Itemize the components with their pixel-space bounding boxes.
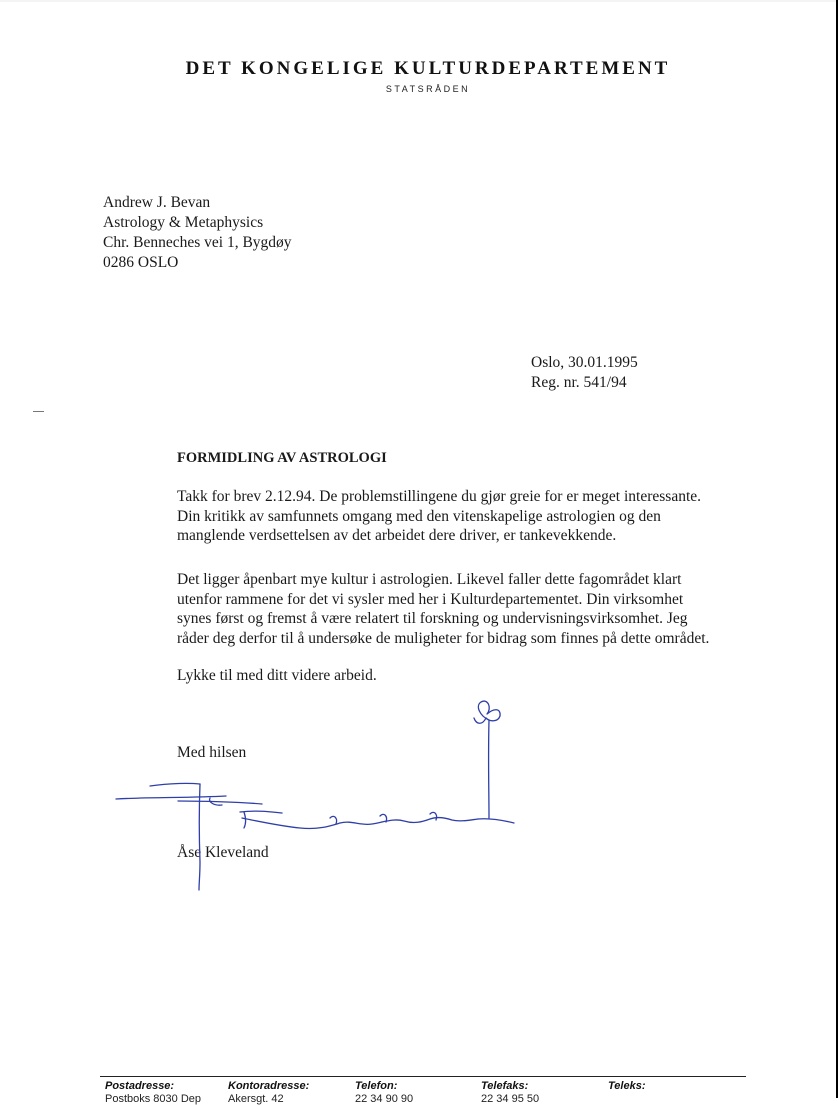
recipient-organization: Astrology & Metaphysics [103,214,264,231]
letterhead-subtitle: STATSRÅDEN [385,84,471,94]
place-date: Oslo, 30.01.1995 [531,354,638,371]
paragraph-line: Det ligger åpenbart mye kultur i astrologien. Likevel faller dette fagområdet klart [177,571,682,588]
footer-fax-label: Telefaks: [481,1080,529,1092]
footer-phone-label: Telefon: [355,1080,398,1092]
recipient-city: 0286 OSLO [103,254,179,271]
recipient-name: Andrew J. Bevan [103,194,211,211]
paragraph-line: Takk for brev 2.12.94. De problemstillingene du gjør greie for er meget interessante. [177,488,702,505]
footer-office-label: Kontoradresse: [228,1080,310,1092]
footer-postal-value: Postboks 8030 Dep [105,1093,202,1105]
paragraph-line: manglende verdsettelsen av det arbeidet dere driver, er tankevekkende. [177,527,617,544]
footer-postal-label: Postadresse: [105,1080,175,1092]
closing-greeting: Med hilsen [177,744,247,761]
footer-divider [100,1076,746,1077]
recipient-street: Chr. Benneches vei 1, Bygdøy [103,234,292,251]
paragraph-line: Din kritikk av samfunnets omgang med den vitenskapelige astrologien og den [177,507,661,525]
footer-telex-label: Teleks: [608,1080,646,1092]
footer-phone-value: 22 34 90 90 [355,1093,414,1105]
paragraph-line: råder deg derfor til å undersøke de muligheter for bidrag som finnes på dette området. [177,629,710,647]
letter-subject: FORMIDLING AV ASTROLOGI [177,450,387,466]
signer-name: Åse Kleveland [177,844,269,861]
letterhead-title: DET KONGELIGE KULTURDEPARTEMENT [185,58,671,79]
paragraph-line: synes først og fremst å være relatert til forskning og undervisningsvirksomhet. Jeg [177,610,688,627]
footer-fax-value: 22 34 95 50 [481,1093,540,1105]
paragraph-line: utenfor rammene for det vi sysler med her i Kulturdepartementet. Din virksomhet [177,590,684,608]
footer-office-value: Akersgt. 42 [228,1093,284,1105]
body-paragraph-3: Lykke til med ditt videre arbeid. [177,667,377,684]
reference-number: Reg. nr. 541/94 [531,374,627,391]
